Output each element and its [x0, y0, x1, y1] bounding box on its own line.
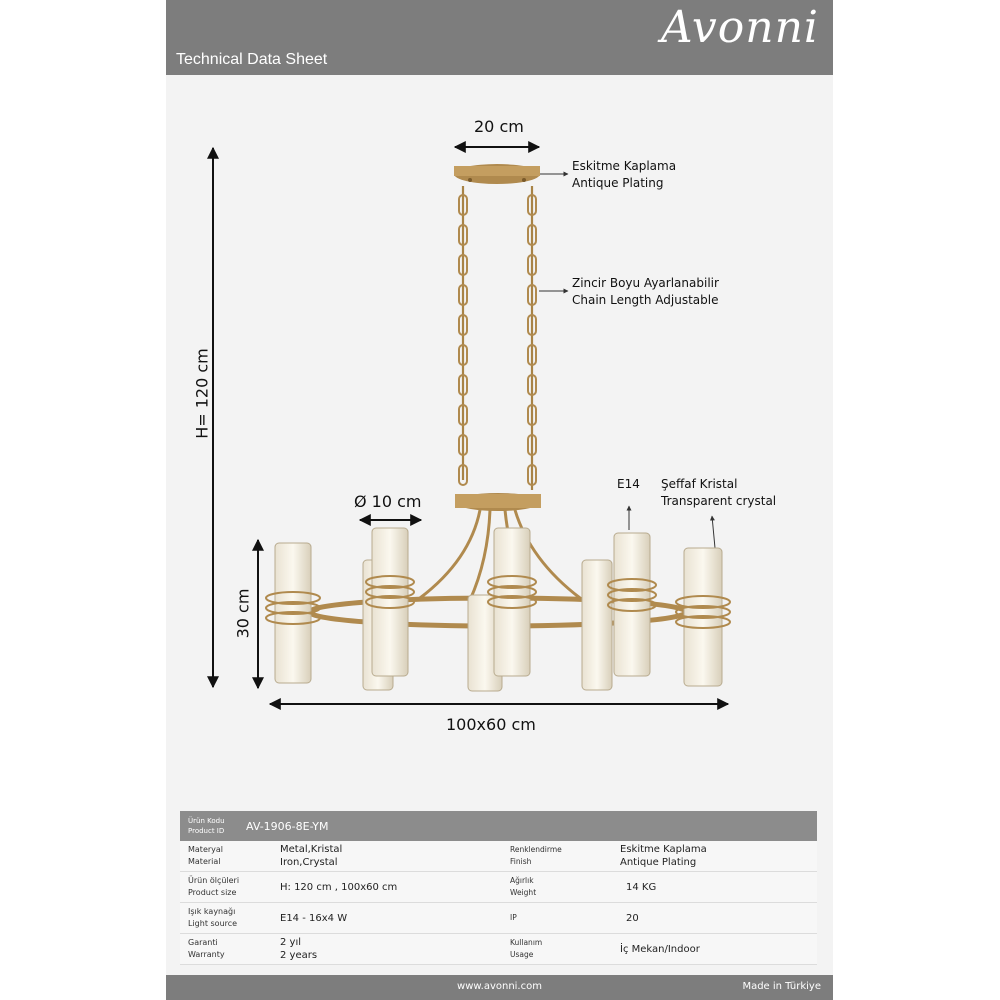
finish-callout-tr: Eskitme Kaplama [572, 159, 677, 173]
made-in-label: Made in Türkiye [742, 981, 821, 992]
spec-value-line: 14 KG [626, 881, 657, 893]
spec-label-tr: Ürün ölçüleri [188, 876, 240, 885]
spec-label-en: Light source [188, 919, 238, 928]
spec-label-size [180, 875, 280, 899]
spec-value-line: 2 yıl [280, 937, 302, 948]
finish-callout-en: Antique Plating [572, 176, 664, 190]
chandelier-drawing [166, 75, 833, 735]
shade-diameter-label: Ø 10 cm [354, 492, 422, 511]
spec-label-tr: Materyal [188, 845, 224, 854]
spec-label-tr: Ağırlık [510, 876, 534, 885]
spec-value-line: E14 - 16x4 W [280, 912, 348, 924]
footer-bar [166, 975, 833, 1000]
chain-callout-tr: Zincir Boyu Ayarlanabilir [572, 276, 719, 290]
crystal-callout-en: Transparent crystal [661, 494, 777, 508]
spec-label-en: Weight [510, 888, 537, 897]
body-size-label: 100x60 cm [446, 715, 536, 734]
product-code-label [180, 816, 242, 836]
product-code-label-tr: Ürün Kodu [188, 817, 225, 825]
spec-value-weight [620, 881, 656, 894]
spec-value-line: 20 [626, 912, 639, 924]
spec-label-en: Warranty [188, 950, 225, 959]
spec-label-en: Material [188, 857, 221, 866]
spec-label-tr: Kullanım [510, 938, 543, 947]
spec-label-tr: IP [510, 913, 517, 922]
chain-callout [572, 275, 719, 309]
spec-label-light-source [180, 906, 280, 930]
spec-table-header [180, 811, 817, 841]
spec-label-tr: Garanti [188, 938, 218, 947]
spec-value-ip [620, 912, 639, 925]
spec-label-material [180, 844, 280, 868]
spec-label-ip [500, 912, 620, 924]
spec-row [180, 903, 817, 934]
crystal-callout-tr: Şeffaf Kristal [661, 477, 738, 491]
spec-row [180, 841, 817, 872]
spec-value-line: Metal,Kristal [280, 844, 343, 855]
spec-value-material [280, 843, 500, 869]
spec-label-en: Product size [188, 888, 237, 897]
spec-label-weight [500, 875, 620, 899]
spec-value-line: 2 years [280, 950, 318, 961]
spec-label-en: Usage [510, 950, 534, 959]
spec-value-size [280, 881, 500, 894]
spec-value-line: H: 120 cm , 100x60 cm [280, 881, 398, 893]
spec-label-tr: Renklendirme [510, 845, 562, 854]
spec-label-usage [500, 937, 620, 961]
spec-table [180, 811, 817, 965]
spec-value-usage [620, 943, 700, 956]
spec-label-tr: Işık kaynağı [188, 907, 236, 916]
spec-row [180, 872, 817, 903]
spec-value-line: Iron,Crystal [280, 857, 338, 868]
crystal-callout [661, 476, 776, 510]
brand-logo: Avonni [660, 2, 819, 53]
spec-value-finish [620, 843, 707, 869]
page-title: Technical Data Sheet [176, 51, 328, 68]
finish-callout [572, 158, 676, 192]
spec-label-en: Finish [510, 857, 532, 866]
height-label: H= 120 cm [192, 348, 212, 439]
spec-label-warranty [180, 937, 280, 961]
body-height-label: 30 cm [233, 588, 253, 639]
spec-value-line: Antique Plating [620, 857, 697, 868]
spec-value-line: İç Mekan/Indoor [620, 943, 700, 955]
chain-callout-en: Chain Length Adjustable [572, 293, 719, 307]
header-bar [166, 0, 833, 75]
spec-value-light-source [280, 912, 500, 925]
spec-row [180, 934, 817, 965]
spec-value-warranty [280, 936, 500, 962]
website-link[interactable]: www.avonni.com [457, 981, 542, 992]
product-code-label-en: Product ID [188, 827, 225, 835]
socket-callout: E14 [617, 477, 640, 491]
spec-value-line: Eskitme Kaplama [620, 844, 707, 855]
spec-label-finish [500, 844, 620, 868]
canopy-width-label: 20 cm [474, 117, 524, 136]
product-code: AV-1906-8E-YM [246, 819, 329, 833]
